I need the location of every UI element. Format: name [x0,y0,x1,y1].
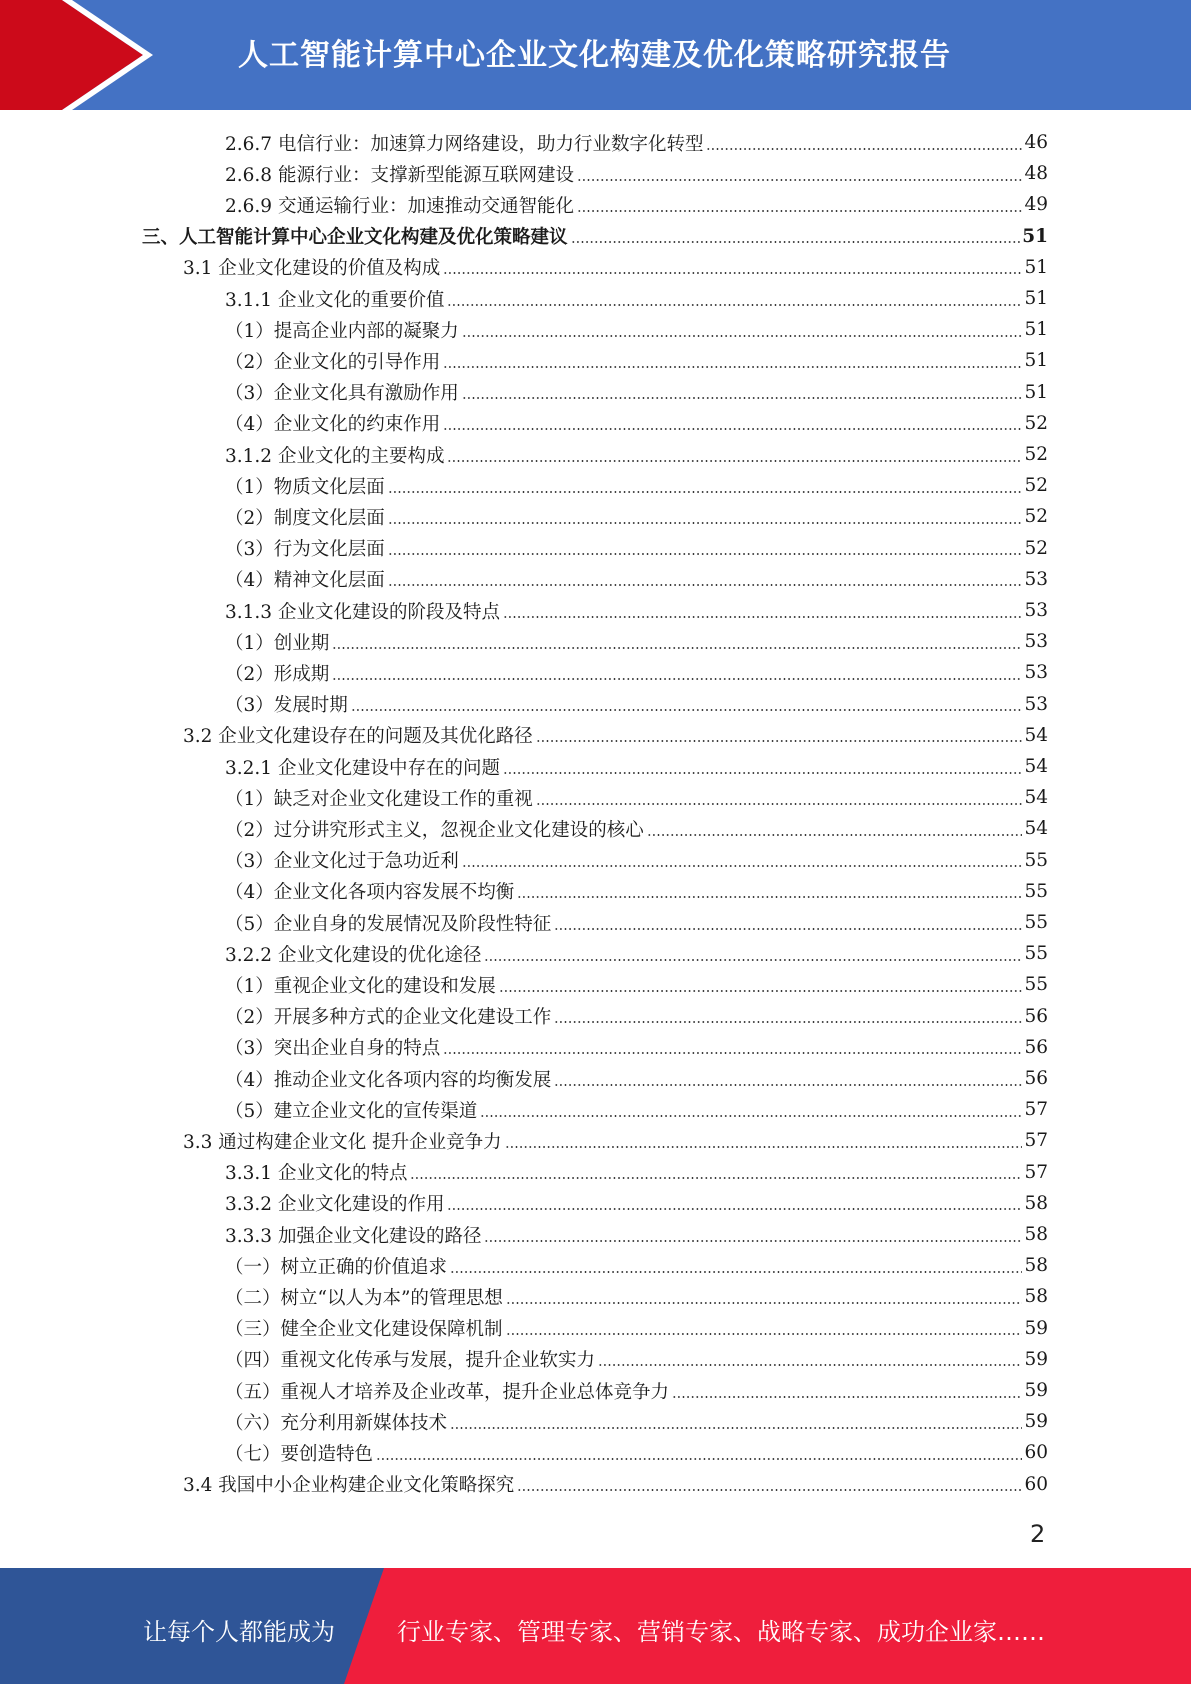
toc-entry[interactable] [225,1437,1048,1468]
toc-entry[interactable] [225,408,1048,439]
footer-banner [0,1568,1191,1684]
toc-entry-label: 3.3.3 加强企业文化建设的路径 [225,1225,482,1247]
toc-dot-leader [450,1427,1022,1429]
toc-dot-leader [577,179,1022,181]
toc-entry-page: 53 [1024,631,1048,653]
toc-entry[interactable] [225,1250,1048,1281]
toc-dot-leader [499,990,1023,992]
toc-entry-label: （4）企业文化的约束作用 [225,414,441,436]
toc-dot-leader [536,740,1023,742]
toc-entry[interactable] [225,439,1048,470]
toc-entry-page: 55 [1024,849,1048,871]
toc-entry-label: （4）推动企业文化各项内容的均衡发展 [225,1069,552,1091]
toc-entry-label: （2）过分讲究形式主义，忽视企业文化建设的核心 [225,819,644,841]
toc-entry-page: 54 [1024,724,1048,746]
toc-entry[interactable] [225,127,1048,158]
toc-dot-leader [462,865,1023,867]
toc-entry-page: 49 [1024,194,1048,216]
toc-entry[interactable] [225,1375,1048,1406]
toc-entry-page: 53 [1024,568,1048,590]
toc-dot-leader [447,1208,1022,1210]
toc-dot-leader [484,959,1022,961]
toc-dot-leader [506,1302,1023,1304]
toc-entry-page: 52 [1024,506,1048,528]
toc-entry-label: （3）企业文化过于急功近利 [225,851,459,873]
toc-entry-label: （3）突出企业自身的特点 [225,1038,441,1060]
toc-dot-leader [450,1271,1022,1273]
toc-entry-label: 3.1 企业文化建设的价值及构成 [183,258,441,280]
toc-entry[interactable] [225,158,1048,189]
toc-dot-leader [647,834,1023,836]
toc-entry-label: （4）企业文化各项内容发展不均衡 [225,882,515,904]
toc-dot-leader [484,1240,1022,1242]
toc-dot-leader [332,647,1022,649]
toc-entry-label: （1）重视企业文化的建设和发展 [225,975,496,997]
toc-entry-label: 3.2.1 企业文化建设中存在的问题 [225,757,500,779]
toc-dot-leader [447,304,1022,306]
toc-dot-leader [443,272,1022,274]
toc-entry-label: （1）缺乏对企业文化建设工作的重视 [225,788,533,810]
toc-dot-leader [351,709,1023,711]
toc-entry[interactable] [225,470,1048,501]
toc-dot-leader [443,1052,1022,1054]
toc-entry[interactable] [225,689,1048,720]
toc-entry-label: 3.3 通过构建企业文化 提升企业竞争力 [183,1131,502,1153]
toc-entry-label: 3.1.1 企业文化的重要价值 [225,289,445,311]
toc-entry-label: 3.2 企业文化建设存在的问题及其优化路径 [183,726,533,748]
toc-dot-leader [571,241,1021,243]
toc-entry-label: （2）开展多种方式的企业文化建设工作 [225,1007,552,1029]
toc-entry-label: 3.3.1 企业文化的特点 [225,1163,408,1185]
toc-entry-label: （五）重视人才培养及企业改革，提升企业总体竞争力 [225,1381,670,1403]
page-number: 2 [1030,1520,1046,1548]
toc-entry-page: 46 [1024,132,1048,153]
toc-entry-page: 55 [1024,974,1048,996]
toc-entry-page: 54 [1024,818,1048,840]
toc-entry-page: 51 [1024,319,1048,341]
toc-entry[interactable] [142,221,1048,252]
toc-entry-label: 三、人工智能计算中心企业文化构建及优化策略建议 [142,227,568,249]
toc-entry-label: （2）形成期 [225,663,330,685]
toc-entry-label: （5）建立企业文化的宣传渠道 [225,1100,478,1122]
toc-dot-leader [410,1177,1022,1179]
toc-entry-label: （1）创业期 [225,632,330,654]
toc-dot-leader [462,397,1023,399]
toc-dot-leader [536,803,1023,805]
toc-entry[interactable] [225,1063,1048,1094]
toc-entry-page: 58 [1024,1224,1048,1245]
toc-dot-leader [598,1364,1022,1366]
toc-entry[interactable] [225,1344,1048,1375]
toc-entry-label: （四）重视文化传承与发展，提升企业软实力 [225,1350,596,1372]
toc-entry-label: 2.6.8 能源行业：支撑新型能源互联网建设 [225,164,574,186]
toc-entry-page: 56 [1024,1005,1048,1027]
toc-dot-leader [388,584,1023,586]
toc-entry[interactable] [225,969,1048,1000]
toc-entry-page: 51 [1024,288,1048,309]
toc-dot-leader [388,522,1023,524]
toc-dot-leader [672,1396,1022,1398]
toc-entry-page: 56 [1024,1036,1048,1058]
toc-entry-page: 58 [1024,1255,1048,1277]
toc-entry-label: 3.1.2 企业文化的主要构成 [225,445,445,467]
toc-dot-leader [506,1333,1023,1335]
toc-entry-page: 52 [1024,537,1048,559]
toc-dot-leader [554,928,1022,930]
toc-entry[interactable] [225,1281,1048,1312]
toc-entry-page: 52 [1024,412,1048,434]
toc-entry[interactable] [225,501,1048,532]
toc-entry[interactable] [225,1313,1048,1344]
toc-dot-leader [554,1021,1022,1023]
toc-dot-leader [706,148,1022,150]
toc-entry-page: 57 [1024,1161,1048,1183]
toc-entry-page: 54 [1024,787,1048,809]
toc-entry-page: 52 [1024,475,1048,497]
toc-entry-page: 48 [1024,163,1048,185]
toc-entry-page: 58 [1024,1286,1048,1308]
toc-entry-page: 59 [1024,1411,1048,1433]
toc-entry-label: （2）企业文化的引导作用 [225,351,441,373]
toc-entry[interactable] [225,782,1048,813]
toc-entry-page: 60 [1024,1473,1048,1495]
toc-entry[interactable] [225,1094,1048,1125]
toc-entry-label: （一）树立正确的价值追求 [225,1256,448,1278]
toc-entry[interactable] [225,345,1048,376]
toc-entry-label: （3）发展时期 [225,695,348,717]
footer-slogan-left: 让每个人都能成为 [143,1618,335,1646]
toc-entry-page: 57 [1024,1130,1048,1152]
toc-entry[interactable] [225,657,1048,688]
toc-entry-label: （1）物质文化层面 [225,476,385,498]
toc-dot-leader [577,210,1022,212]
toc-entry-label: （2）制度文化层面 [225,507,385,529]
toc-entry-label: （3）行为文化层面 [225,539,385,561]
toc-entry-page: 59 [1024,1317,1048,1339]
toc-entry-page: 55 [1024,912,1048,933]
toc-entry[interactable] [225,751,1048,782]
toc-entry[interactable] [225,314,1048,345]
toc-entry[interactable] [183,1125,1048,1156]
toc-entry-page: 51 [1022,225,1048,247]
toc-entry[interactable] [225,1032,1048,1063]
toc-entry-label: 2.6.7 电信行业：加速算力网络建设，助力行业数字化转型 [225,133,704,155]
toc-entry[interactable] [225,1406,1048,1437]
footer-slogan-right: 行业专家、管理专家、营销专家、战略专家、成功企业家…… [397,1618,1045,1646]
toc-dot-leader [503,772,1022,774]
toc-entry[interactable] [183,252,1048,283]
toc-entry-page: 59 [1024,1348,1048,1370]
toc-entry-page: 52 [1024,444,1048,465]
header-banner [0,0,1191,110]
toc-entry-page: 51 [1024,350,1048,372]
toc-entry[interactable] [225,813,1048,844]
toc-dot-leader [443,366,1022,368]
toc-entry-page: 60 [1024,1442,1048,1464]
toc-entry[interactable] [225,845,1048,876]
toc-entry[interactable] [225,189,1048,220]
toc-entry-label: （3）企业文化具有激励作用 [225,383,459,405]
toc-entry-page: 53 [1024,662,1048,684]
toc-entry-label: 3.1.3 企业文化建设的阶段及特点 [225,601,500,623]
toc-dot-leader [462,335,1023,337]
toc-entry[interactable] [225,283,1048,314]
toc-entry[interactable] [225,377,1048,408]
toc-entry[interactable] [225,595,1048,626]
toc-dot-leader [503,616,1022,618]
toc-entry[interactable] [225,564,1048,595]
toc-dot-leader [388,491,1023,493]
toc-entry[interactable] [225,1219,1048,1250]
toc-entry-label: （三）健全企业文化建设保障机制 [225,1319,503,1341]
toc-entry-label: （六）充分利用新媒体技术 [225,1412,448,1434]
toc-dot-leader [505,1146,1023,1148]
toc-entry-page: 55 [1024,943,1048,965]
toc-entry-page: 54 [1024,756,1048,777]
toc-dot-leader [517,896,1022,898]
toc-entry-label: 3.3.2 企业文化建设的作用 [225,1194,445,1216]
toc-entry[interactable] [225,876,1048,907]
toc-entry-label: （4）精神文化层面 [225,570,385,592]
toc-dot-leader [388,553,1023,555]
toc-entry-label: 2.6.9 交通运输行业：加速推动交通智能化 [225,195,574,217]
toc-entry[interactable] [225,1188,1048,1219]
toc-entry[interactable] [225,938,1048,969]
toc-dot-leader [554,1084,1022,1086]
toc-entry-label: （二）树立“以人为本”的管理思想 [225,1287,503,1309]
toc-entry-label: （1）提高企业内部的凝聚力 [225,320,459,342]
toc-entry-label: 3.2.2 企业文化建设的优化途径 [225,944,482,966]
toc-entry[interactable] [225,907,1048,938]
toc-dot-leader [376,1458,1022,1460]
toc-entry-page: 53 [1024,600,1048,621]
toc-entry-page: 57 [1024,1099,1048,1121]
toc-entry[interactable] [183,720,1048,751]
toc-entry[interactable] [225,1001,1048,1032]
toc-entry-page: 56 [1024,1068,1048,1089]
toc-dot-leader [480,1115,1022,1117]
toc-entry-page: 59 [1024,1380,1048,1401]
toc-entry[interactable] [225,1157,1048,1188]
toc-entry-label: （七）要创造特色 [225,1443,374,1465]
toc-entry-page: 51 [1024,256,1048,278]
toc-entry-page: 51 [1024,381,1048,403]
toc-entry-page: 58 [1024,1192,1048,1214]
toc-dot-leader [332,678,1022,680]
report-title: 人工智能计算中心企业文化构建及优化策略研究报告 [238,38,951,73]
toc-dot-leader [447,460,1022,462]
toc-entry-label: 3.4 我国中小企业构建企业文化策略探究 [183,1475,515,1497]
toc-entry[interactable] [225,626,1048,657]
toc-entry[interactable] [225,533,1048,564]
toc-entry-label: （5）企业自身的发展情况及阶段性特征 [225,913,552,935]
toc-entry[interactable] [183,1469,1048,1500]
toc-dot-leader [443,428,1022,430]
toc-entry-page: 55 [1024,880,1048,902]
toc-dot-leader [517,1489,1022,1491]
toc-entry-page: 53 [1024,693,1048,715]
